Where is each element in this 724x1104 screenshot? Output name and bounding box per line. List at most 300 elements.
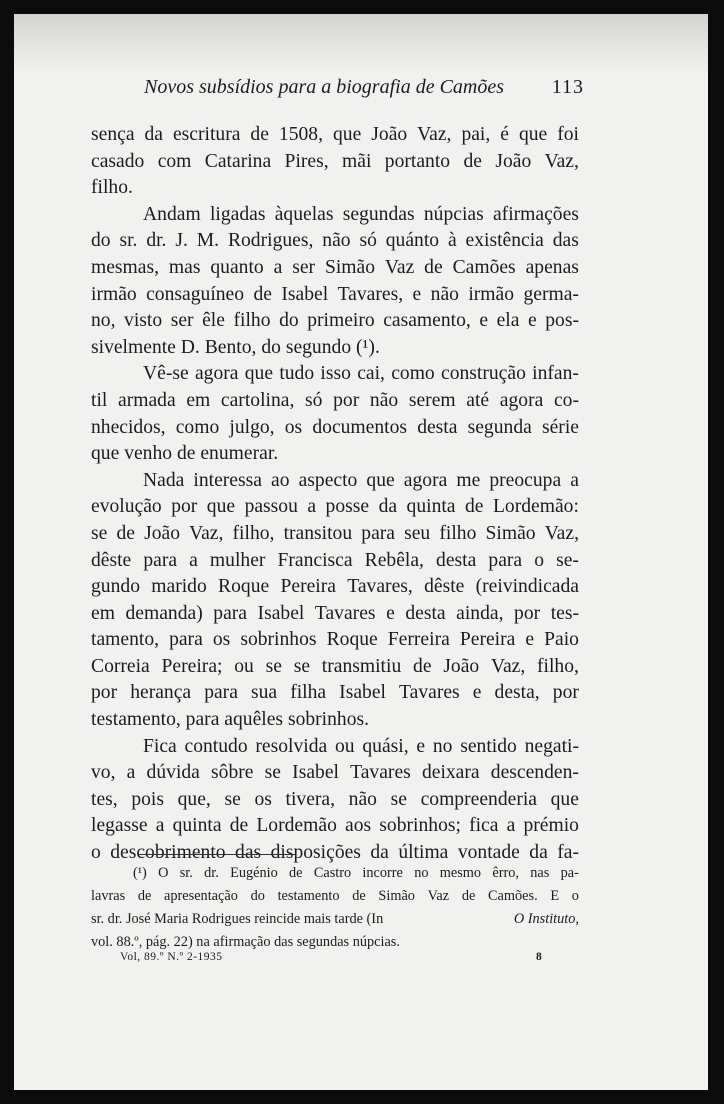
word: para — [143, 549, 178, 571]
word: não — [430, 283, 459, 305]
word: dr. — [204, 865, 219, 881]
word: desta — [405, 602, 446, 624]
word: legasse — [91, 815, 148, 837]
word: das — [552, 230, 579, 252]
text-line — [91, 228, 579, 255]
word: de — [461, 888, 476, 904]
word: aos — [345, 815, 372, 837]
word: João — [144, 522, 180, 544]
word: só — [305, 389, 323, 411]
word: e — [386, 602, 395, 624]
word: e — [472, 682, 482, 704]
word: Vaz — [427, 888, 450, 904]
text-line — [91, 308, 579, 335]
running-title: Novos subsídios para a biografia de Camões — [144, 76, 505, 98]
word: de — [229, 815, 249, 837]
word: e — [528, 310, 537, 332]
text-line — [91, 202, 579, 229]
word: não — [369, 389, 399, 411]
word: e — [412, 283, 422, 305]
word: Pires, — [284, 150, 329, 172]
word: da — [529, 842, 548, 864]
word: como — [391, 363, 435, 385]
word: o — [91, 842, 101, 864]
word: se — [293, 655, 311, 677]
word: passou — [244, 496, 298, 518]
word: Paio — [544, 629, 579, 651]
word: consaguíneo — [146, 283, 245, 305]
word: prémio — [523, 815, 579, 837]
word: desta — [417, 416, 458, 438]
word: da — [378, 496, 398, 518]
word: os — [284, 416, 303, 438]
word: afirmações — [492, 203, 579, 225]
word: infan- — [532, 363, 579, 385]
text-line — [91, 361, 579, 388]
word: Tavares — [350, 762, 411, 784]
word: êle — [202, 310, 225, 332]
word: lavras — [91, 888, 126, 904]
word: segundas — [342, 203, 415, 225]
word: vo, — [91, 762, 116, 784]
word: Isabel — [292, 762, 339, 784]
word: por — [171, 496, 198, 518]
word: co- — [553, 389, 579, 411]
word: resolvida — [255, 735, 328, 757]
word: de — [413, 655, 432, 677]
word: por — [514, 602, 541, 624]
text-line — [91, 388, 579, 415]
word: para — [169, 629, 203, 651]
word: para — [204, 682, 238, 704]
word: fica — [469, 815, 499, 837]
word: (reivindicada — [475, 576, 579, 598]
text-line — [91, 601, 579, 628]
word: descobrimento — [110, 842, 226, 864]
word: documentos — [312, 416, 408, 438]
word: filho — [439, 522, 477, 544]
word: desta, — [494, 682, 540, 704]
word: Rebêla, — [364, 549, 424, 571]
word: mãi — [342, 150, 372, 172]
word: não — [348, 788, 377, 810]
word: gundo — [91, 576, 140, 598]
word: no, — [91, 310, 116, 332]
word: se- — [556, 549, 579, 571]
word: Isabel — [339, 682, 386, 704]
word: êrro, — [492, 865, 519, 881]
word: escritura — [172, 124, 241, 145]
footnote-line — [91, 908, 579, 931]
word: isso — [320, 363, 351, 385]
word: agora — [499, 389, 544, 411]
text-line — [91, 122, 579, 149]
footnote-line — [91, 862, 579, 885]
word: Simão — [324, 256, 376, 278]
word: Correia — [91, 655, 150, 677]
word: tamento, — [91, 629, 160, 651]
word: sobrinhos; — [379, 815, 461, 837]
word: J. — [175, 230, 188, 252]
footnote-line — [91, 885, 579, 908]
word: Eugénio — [230, 865, 278, 881]
word: E — [550, 888, 560, 904]
word: do — [279, 310, 299, 332]
word: ou — [334, 735, 355, 757]
word: para — [488, 549, 523, 571]
word: sr. — [179, 865, 193, 881]
text-line-content: filho. — [91, 177, 133, 199]
word: Castro — [313, 865, 352, 881]
word: cartolina, — [220, 389, 295, 411]
word: se — [264, 762, 281, 784]
word: Camões. — [488, 888, 538, 904]
word: interessa — [193, 469, 262, 491]
word: da — [370, 842, 389, 864]
text-line — [91, 149, 579, 176]
word: Andam — [143, 203, 201, 225]
word: (¹) — [133, 865, 147, 881]
word: filho, — [537, 655, 579, 677]
word: à — [447, 230, 457, 252]
page-number: 113 — [551, 76, 584, 98]
word: sença — [91, 124, 135, 145]
word: o — [571, 888, 579, 904]
word: Vaz, — [189, 522, 224, 544]
word: dúvida — [146, 762, 200, 784]
text-line — [91, 760, 579, 787]
word: por — [91, 682, 118, 704]
text-line — [91, 255, 579, 282]
text-line — [91, 734, 579, 761]
word: tudo — [279, 363, 315, 385]
word: germa- — [523, 283, 579, 305]
word: é — [500, 124, 509, 145]
word: se — [390, 788, 407, 810]
word: Ferreira — [387, 629, 450, 651]
word: João — [371, 124, 408, 145]
word: só — [359, 230, 377, 252]
word: posse — [325, 496, 370, 518]
word: Vê-se — [143, 363, 189, 385]
word: ainda, — [456, 602, 504, 624]
word: que — [366, 469, 395, 491]
word: a — [506, 815, 516, 837]
word: os — [254, 788, 272, 810]
word: com — [157, 150, 192, 172]
word: dêste — [91, 549, 132, 571]
word: testamento — [277, 888, 340, 904]
word: última — [398, 842, 449, 864]
word: ser — [170, 310, 194, 332]
word: Vaz — [384, 256, 415, 278]
word: se — [265, 655, 282, 677]
word: Rodrigues, — [227, 230, 314, 252]
word: que — [206, 496, 236, 518]
word: do — [91, 230, 111, 252]
text-line — [91, 521, 579, 548]
footnote-journal-title: O Instituto, — [513, 911, 579, 927]
scan-shadow — [14, 14, 708, 74]
word: visto — [124, 310, 163, 332]
word: no — [432, 735, 453, 757]
word: sôbre — [211, 762, 254, 784]
word: til — [91, 389, 108, 411]
text-line-content: sivelmente D. Bento, do segundo (¹). — [91, 336, 380, 358]
word: a — [126, 762, 136, 784]
word: casamento, — [383, 310, 471, 332]
word: foi — [557, 124, 579, 145]
word: incorre — [362, 865, 403, 881]
word: vontade — [457, 842, 520, 864]
word: Catarina — [204, 150, 272, 172]
word: casado — [91, 150, 145, 172]
word: núpcias — [423, 203, 484, 225]
word: se — [91, 522, 108, 544]
word: seu — [404, 522, 431, 544]
text-line — [91, 415, 579, 442]
word: para — [361, 522, 395, 544]
word: agora — [194, 363, 239, 385]
word: e — [479, 310, 489, 332]
word: tes, — [91, 788, 118, 810]
word: como — [175, 416, 220, 438]
word: João — [443, 655, 480, 677]
word: ou — [234, 655, 254, 677]
word: os — [212, 629, 231, 651]
word: Pereira — [459, 629, 516, 651]
text-line — [91, 680, 579, 707]
footnote — [91, 862, 579, 954]
word: por — [333, 389, 360, 411]
text-line — [91, 494, 579, 521]
word: contudo — [184, 735, 248, 757]
word: Roque — [218, 576, 270, 598]
word: evolução — [91, 496, 162, 518]
word: primeiro — [307, 310, 375, 332]
word: pai, — [461, 124, 491, 145]
page-header — [144, 76, 584, 106]
word: até — [466, 389, 490, 411]
word: 1508, — [278, 124, 323, 145]
word: filho — [233, 310, 271, 332]
word: dêste — [424, 576, 465, 598]
word: àquelas — [274, 203, 334, 225]
word: deixara — [421, 762, 480, 784]
word: Tavares — [314, 602, 376, 624]
word: Simão — [485, 522, 536, 544]
word: transmitiu — [321, 655, 402, 677]
word: serem — [408, 389, 456, 411]
word: que — [518, 124, 548, 145]
word: dr. — [146, 230, 167, 252]
word: fa- — [557, 842, 579, 864]
word: Lordemão — [256, 815, 337, 837]
word: pa- — [560, 865, 579, 881]
word: sobrinhos — [240, 629, 317, 651]
word: Fica — [143, 735, 177, 757]
word: por — [552, 682, 579, 704]
word: no — [414, 865, 429, 881]
text-line — [91, 335, 579, 362]
word: que — [550, 788, 579, 810]
word: a — [155, 815, 165, 837]
text-line — [91, 574, 579, 601]
word: quinta — [406, 496, 456, 518]
word: e — [525, 629, 535, 651]
word: e — [416, 735, 426, 757]
word: se — [224, 788, 241, 810]
text-line — [91, 468, 579, 495]
word: segunda — [467, 416, 532, 438]
word: João — [495, 150, 532, 172]
word: da — [144, 124, 163, 145]
word: nhecidos, — [91, 416, 166, 438]
sheet-number: 8 — [536, 951, 542, 963]
word: mesmo — [439, 865, 482, 881]
text-line — [91, 787, 579, 814]
text-line — [91, 548, 579, 575]
word: sua — [250, 682, 278, 704]
body-text — [91, 122, 579, 867]
word: a — [570, 469, 579, 491]
word: preocupa — [489, 469, 562, 491]
word: de — [464, 496, 484, 518]
word: ao — [271, 469, 290, 491]
word: em — [186, 389, 211, 411]
text-line-content: testamento, para aquêles sobrinhos. — [91, 709, 370, 731]
word: que, — [177, 788, 211, 810]
footnote-separator — [139, 854, 295, 855]
word: demanda) — [125, 602, 203, 624]
word: mesmas, — [91, 256, 160, 278]
word: em — [91, 602, 115, 624]
word: a — [189, 549, 198, 571]
word: série — [541, 416, 579, 438]
word: Vaz, — [544, 522, 579, 544]
word: que — [244, 363, 274, 385]
word: Tavares, — [337, 283, 404, 305]
word: Roque — [326, 629, 378, 651]
word: existência — [465, 230, 544, 252]
word: ligadas — [209, 203, 266, 225]
word: quási, — [362, 735, 409, 757]
text-line — [91, 627, 579, 654]
word: disposições — [270, 842, 361, 864]
word: me — [456, 469, 481, 491]
word: Nada — [143, 469, 185, 491]
word: quánto — [385, 230, 440, 252]
word: julgo, — [229, 416, 275, 438]
word: portanto — [384, 150, 451, 172]
word: mulher — [209, 549, 266, 571]
word: mas — [168, 256, 201, 278]
word: negati- — [524, 735, 579, 757]
word: Vaz, — [490, 655, 526, 677]
word: de — [116, 522, 135, 544]
word: herança — [130, 682, 192, 704]
word: transitou — [283, 522, 353, 544]
word: ser — [292, 256, 316, 278]
word: quinta — [172, 815, 222, 837]
word: apresentação — [164, 888, 238, 904]
text-line — [91, 441, 579, 468]
word: do — [250, 888, 265, 904]
book-page — [14, 14, 708, 1090]
word: apenas — [525, 256, 579, 278]
word: Francisca — [277, 549, 353, 571]
footnote-line-3-text: sr. dr. José Maria Rodrigues reincide mais tarde (In — [91, 911, 384, 927]
word: irmão — [91, 283, 137, 305]
word: descenden- — [490, 762, 579, 784]
word: não — [322, 230, 351, 252]
word: agora — [403, 469, 448, 491]
word: Tavares, — [347, 576, 413, 598]
word: Camões — [452, 256, 516, 278]
word: Isabel — [257, 602, 305, 624]
word: Tavares — [399, 682, 460, 704]
word: cai, — [357, 363, 385, 385]
word: a — [273, 256, 283, 278]
word: para — [213, 602, 247, 624]
word: M. — [196, 230, 220, 252]
word: armada — [118, 389, 176, 411]
text-line — [91, 282, 579, 309]
word: pois — [131, 788, 164, 810]
word: marido — [151, 576, 207, 598]
word: das — [235, 842, 262, 864]
footnote-line-4: vol. 88.º, pág. 22) na afirmação das segundas núpcias. — [91, 934, 400, 950]
word: Pereira — [280, 576, 336, 598]
text-line-content: que venho de enumerar. — [91, 443, 279, 465]
word: sentido — [460, 735, 517, 757]
text-line — [91, 654, 579, 681]
word: de — [289, 865, 303, 881]
word: Vaz, — [544, 150, 579, 172]
word: construção — [441, 363, 526, 385]
word: filha — [290, 682, 327, 704]
word: Isabel — [281, 283, 329, 305]
word: Lordemão: — [492, 496, 579, 518]
word: de — [463, 150, 482, 172]
word: de — [253, 283, 272, 305]
word: sr. — [119, 230, 138, 252]
text-line — [91, 175, 579, 202]
word: quanto — [210, 256, 264, 278]
word: de — [352, 888, 366, 904]
text-line — [91, 707, 579, 734]
word: tivera, — [285, 788, 336, 810]
word: Simão — [378, 888, 415, 904]
word: aspecto — [298, 469, 358, 491]
word: ela — [496, 310, 520, 332]
word: Vaz, — [417, 124, 452, 145]
word: irmão — [468, 283, 515, 305]
word: pos- — [545, 310, 579, 332]
signature-mark: Vol, 89.º N.º 2-1935 — [120, 951, 223, 963]
word: a — [307, 496, 317, 518]
word: O — [158, 865, 169, 881]
word: tes- — [550, 602, 579, 624]
word: o — [534, 549, 544, 571]
word: de — [137, 888, 152, 904]
word: compreenderia — [420, 788, 537, 810]
word: de — [424, 256, 443, 278]
word: Pereira; — [161, 655, 223, 677]
word: que — [332, 124, 362, 145]
word: nas — [530, 865, 550, 881]
word: de — [250, 124, 269, 145]
